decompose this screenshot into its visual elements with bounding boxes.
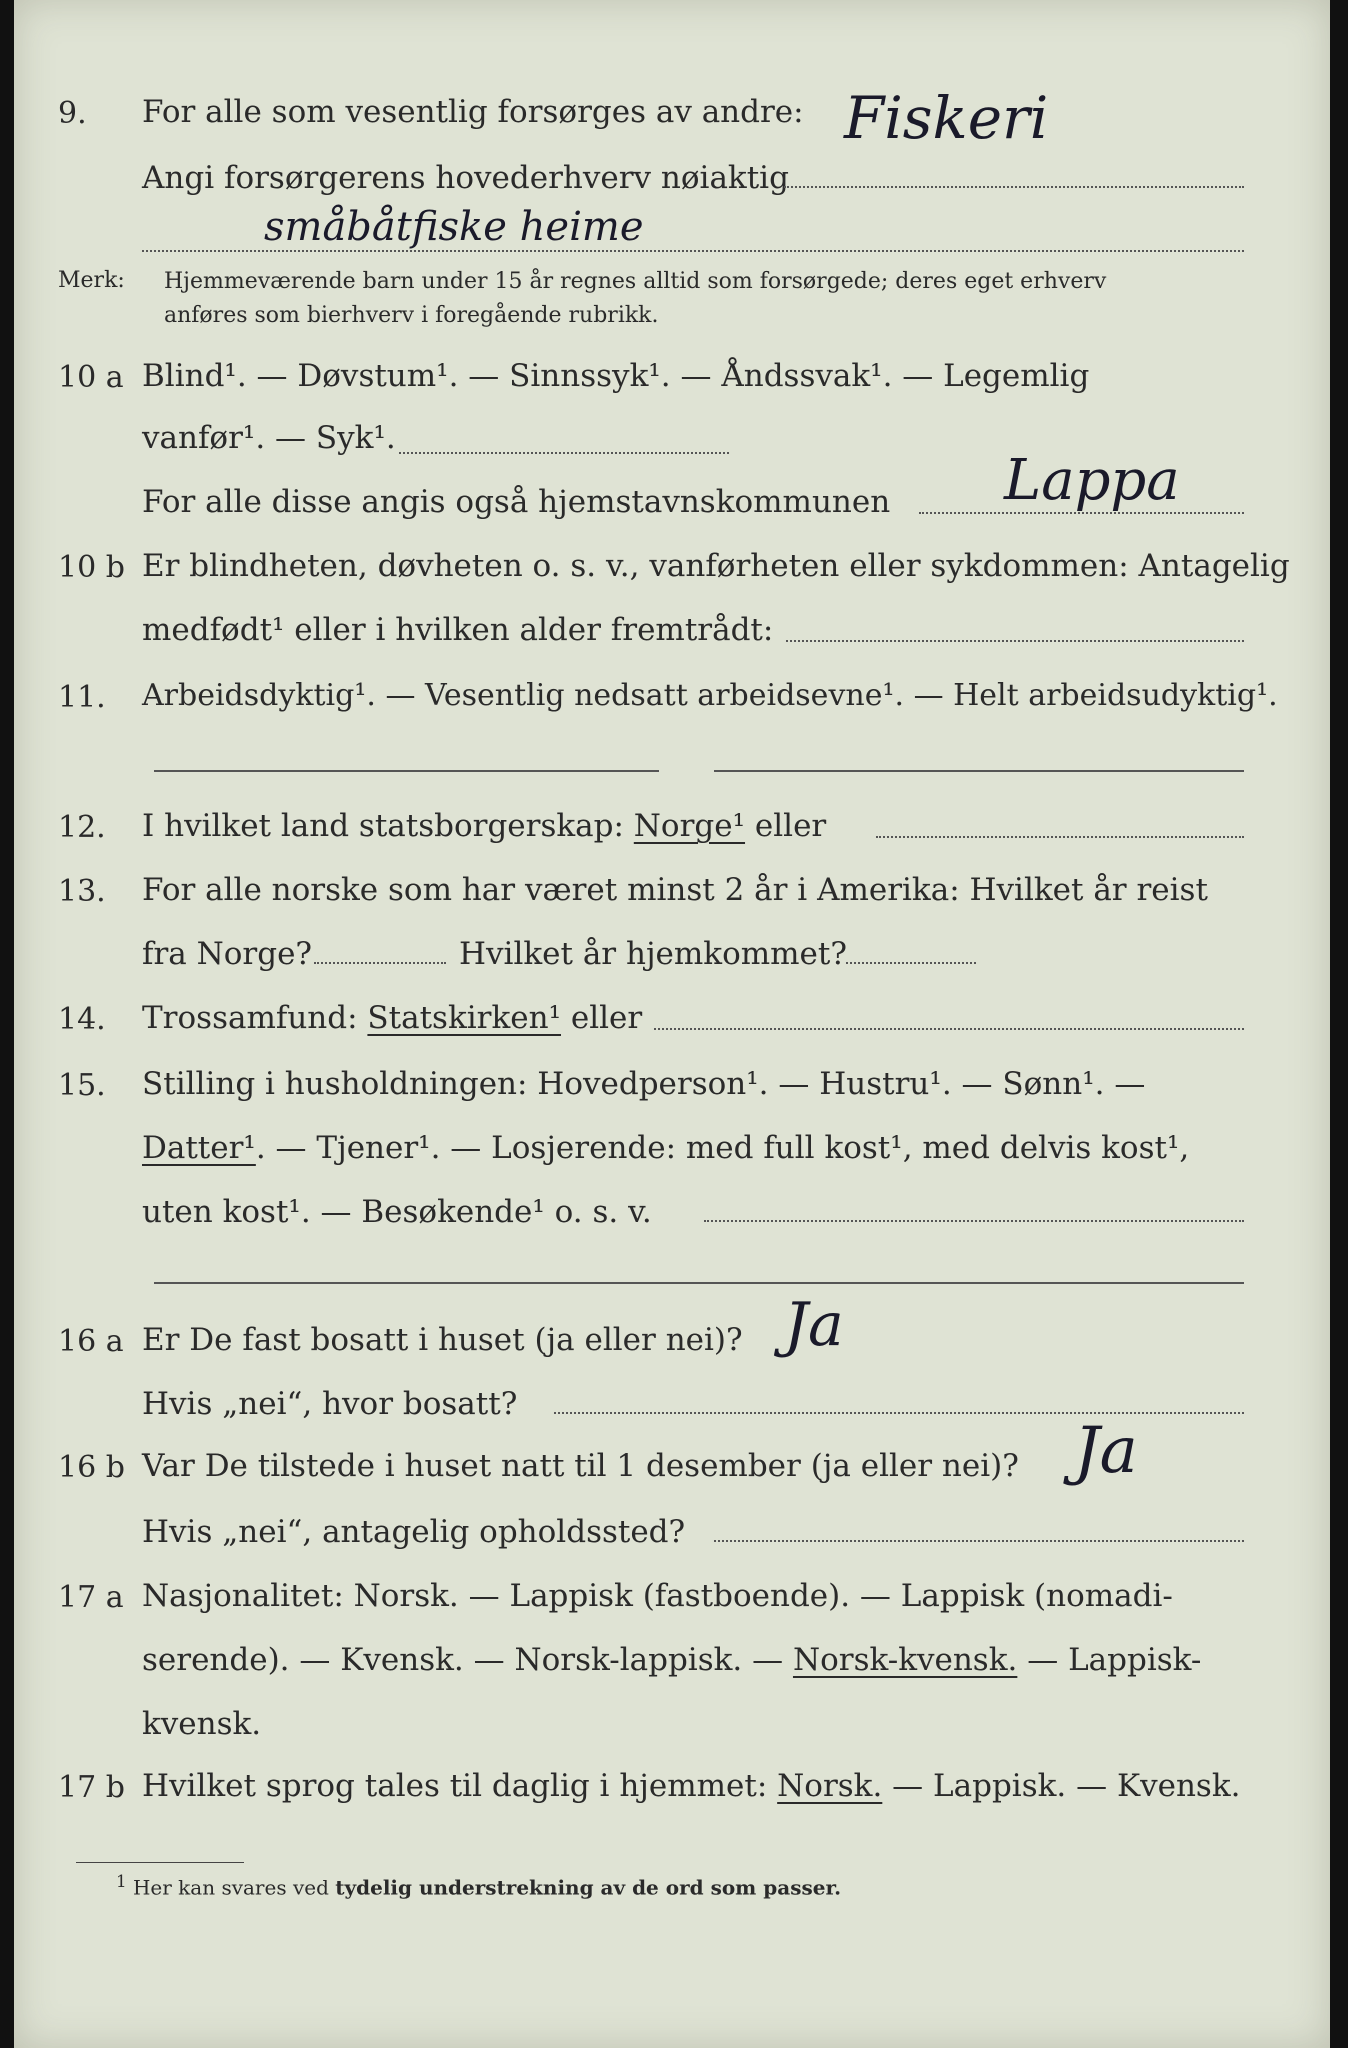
q11-number: 11.	[58, 680, 106, 715]
footnote-text-pre: Her kan svares ved	[132, 1875, 329, 1900]
q16b-line2: Hvis „nei“, antagelig opholdssted?	[142, 1514, 686, 1550]
q17b-underlined-answer: Norsk.	[777, 1768, 883, 1804]
q13-fill-line-1	[314, 962, 446, 964]
q16a-fill-line	[554, 1412, 1244, 1414]
q12-text-post: eller	[754, 808, 827, 844]
q9-handwritten-answer-2: småbåtfiske heime	[264, 204, 644, 250]
q10b-number: 10 b	[58, 550, 125, 585]
q14-text-pre: Trossamfund:	[142, 1000, 358, 1036]
q11-separator-left	[154, 770, 659, 772]
q16b-handwritten-answer: Ja	[1074, 1414, 1138, 1488]
q17b-line	[142, 1768, 1240, 1804]
q17a-line3: kvensk.	[142, 1706, 262, 1742]
q10b-fill-line	[786, 640, 1244, 642]
q17a-number: 17 a	[58, 1580, 124, 1615]
q9-fill-line-2	[142, 250, 1244, 252]
q14-number: 14.	[58, 1002, 106, 1037]
q10b-line2: medfødt¹ eller i hvilken alder fremtrådt:	[142, 612, 774, 648]
q16a-line2: Hvis „nei“, hvor bosatt?	[142, 1386, 518, 1422]
q13-line2b: Hvilket år hjemkommet?	[459, 936, 847, 972]
census-form-page	[14, 0, 1330, 2048]
q10b-line1: Er blindheten, døvheten o. s. v., vanførheten eller sykdommen: Antagelig	[142, 548, 1290, 584]
q15-fill-line	[704, 1220, 1244, 1222]
q15-separator	[154, 1282, 1244, 1284]
q11-line1: Arbeidsdyktig¹. — Vesentlig nedsatt arbeidsevne¹. — Helt arbeidsudyktig¹.	[142, 678, 1278, 713]
q9-fill-line-1	[784, 186, 1244, 188]
q9-line2: Angi forsørgerens hovederhverv nøiaktig	[142, 160, 789, 196]
q17a-line1: Nasjonalitet: Norsk. — Lappisk (fastboende). — Lappisk (nomadi-	[142, 1578, 1173, 1614]
q15-line3: uten kost¹. — Besøkende¹ o. s. v.	[142, 1194, 652, 1230]
q10a-line3: For alle disse angis også hjemstavnskommunen	[142, 484, 891, 520]
q13-line1: For alle norske som har været minst 2 år i Amerika: Hvilket år reist	[142, 872, 1208, 908]
q15-line2-rest: . — Tjener¹. — Losjerende: med full kost¹, med delvis kost¹,	[255, 1130, 1190, 1166]
q12-underlined-answer: Norge¹	[633, 808, 746, 844]
merk-label: Merk:	[58, 268, 125, 293]
q16b-number: 16 b	[58, 1450, 125, 1485]
q14-line	[142, 1000, 642, 1036]
footnote-rule	[76, 1862, 244, 1863]
q16b-fill-line	[714, 1540, 1244, 1542]
q15-line1: Stilling i husholdningen: Hovedperson¹. — Hustru¹. — Sønn¹. —	[142, 1066, 1146, 1102]
q16a-line1: Er De fast bosatt i huset (ja eller nei)?	[142, 1322, 743, 1358]
q15-line2	[142, 1130, 1189, 1166]
q9-line1: For alle som vesentlig forsørges av andre:	[142, 94, 804, 130]
merk-line2: anføres som bierhverv i foregående rubrikk.	[164, 303, 659, 328]
q10a-number: 10 a	[58, 360, 124, 395]
q15-number: 15.	[58, 1068, 106, 1103]
footnote	[116, 1872, 841, 1900]
q16a-number: 16 a	[58, 1324, 124, 1359]
merk-line1: Hjemmeværende barn under 15 år regnes alltid som forsørgede; deres eget erhverv	[164, 269, 1107, 294]
q10a-fill-line-2	[919, 512, 1244, 514]
q17a-line2-pre: serende). — Kvensk. — Norsk-lappisk. —	[142, 1642, 784, 1678]
q16a-handwritten-answer: Ja	[784, 1290, 844, 1360]
q9-number: 9.	[58, 96, 87, 131]
footnote-mark: 1	[116, 1872, 127, 1891]
q17a-underlined-answer: Norsk-kvensk.	[792, 1642, 1018, 1678]
q12-text-pre: I hvilket land statsborgerskap:	[142, 808, 624, 844]
footnote-text-bold: tydelig understrekning av de ord som passer.	[335, 1875, 842, 1900]
q10a-line1: Blind¹. — Døvstum¹. — Sinnssyk¹. — Åndssvak¹. — Legemlig	[142, 358, 1090, 394]
q13-fill-line-2	[846, 962, 976, 964]
q15-underlined-answer: Datter¹	[142, 1130, 256, 1166]
q14-text-post: eller	[570, 1000, 643, 1036]
q10a-handwritten-answer: Lappa	[1004, 448, 1180, 513]
q16b-line1: Var De tilstede i huset natt til 1 desember (ja eller nei)?	[142, 1448, 1019, 1484]
q9-handwritten-answer-1: Fiskeri	[844, 84, 1049, 152]
q10a-line2: vanfør¹. — Syk¹.	[142, 420, 396, 456]
q12-number: 12.	[58, 810, 106, 845]
q17a-line2-post: — Lappisk-	[1027, 1642, 1202, 1678]
q14-fill-line	[654, 1028, 1244, 1030]
q17a-line2	[142, 1642, 1201, 1678]
q13-number: 13.	[58, 874, 106, 909]
q17b-text-post: — Lappisk. — Kvensk.	[892, 1768, 1241, 1804]
q12-line	[142, 808, 826, 844]
q17b-number: 17 b	[58, 1770, 125, 1805]
q10a-fill-line-1	[399, 452, 729, 454]
q17b-text-pre: Hvilket sprog tales til daglig i hjemmet:	[142, 1768, 768, 1804]
q12-fill-line	[876, 836, 1244, 838]
q14-underlined-answer: Statskirken¹	[367, 1000, 561, 1036]
q11-separator-right	[714, 770, 1244, 772]
q13-line2a: fra Norge?	[142, 936, 313, 972]
